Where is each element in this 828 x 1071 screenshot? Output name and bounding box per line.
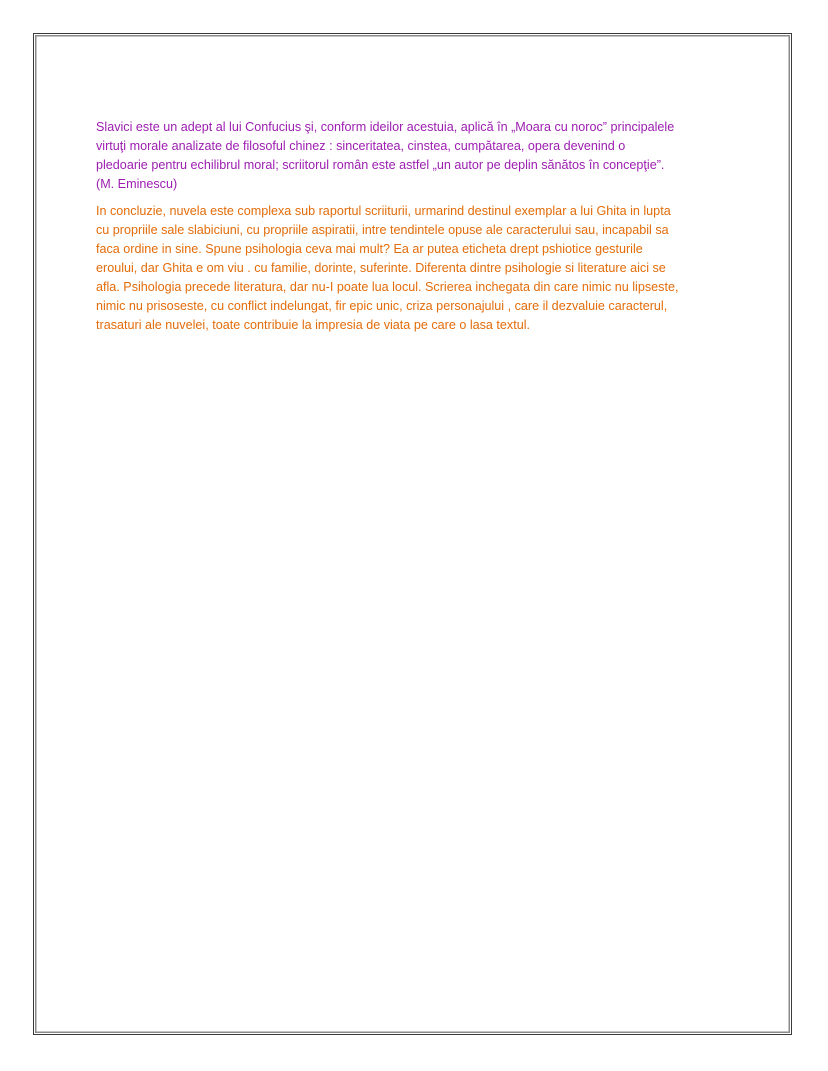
text-line: cu propriile sale slabiciuni, cu propriile aspiratii, intre tendintele opuse ale caracterului sau, incapabil sa <box>96 223 669 237</box>
paragraph-eminescu-quote <box>96 118 736 194</box>
text-line: In concluzie, nuvela este complexa sub raportul scriiturii, urmarind destinul exemplar a lui Ghita in lupta <box>96 204 671 218</box>
text-line: nimic nu prisoseste, cu conflict indelungat, fir epic unic, criza personajului , care il dezvaluie caracterul, <box>96 299 668 313</box>
document-body <box>96 118 736 343</box>
text-line: Slavici este un adept al lui Confucius şi, conform ideilor acestuia, aplică în „Moara cu noroc” principalele <box>96 120 675 134</box>
text-line: trasaturi ale nuvelei, toate contribuie la impresia de viata pe care o lasa textul. <box>96 318 531 332</box>
text-line: eroului, dar Ghita e om viu . cu familie, dorinte, suferinte. Diferenta dintre psihologie si literature aici se <box>96 261 666 275</box>
text-line: faca ordine in sine. Spune psihologia ceva mai mult? Ea ar putea eticheta drept pshiotice gesturile <box>96 242 643 256</box>
text-line: pledoarie pentru echilibrul moral; scriitorul român este astfel „un autor pe deplin sănătos în concepţie”. <box>96 158 665 172</box>
text-line: virtuţi morale analizate de filosoful chinez : sinceritatea, cinstea, cumpătarea, opera devenind o <box>96 139 626 153</box>
text-line: (M. Eminescu) <box>96 177 178 191</box>
paragraph-conclusion <box>96 202 736 335</box>
text-line: afla. Psihologia precede literatura, dar nu-I poate lua locul. Scrierea inchegata din care nimic nu lipseste, <box>96 280 679 294</box>
